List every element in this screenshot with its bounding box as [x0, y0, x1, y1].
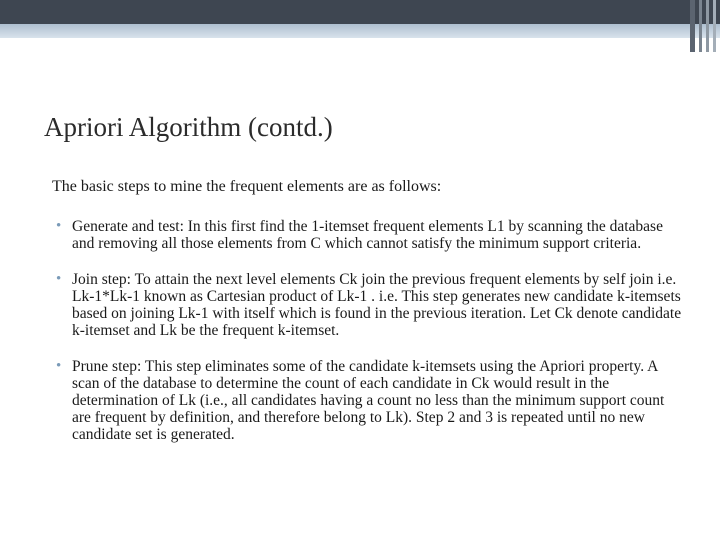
- list-item: [52, 358, 682, 443]
- bullet-icon: •: [56, 218, 62, 234]
- bullet-text: Generate and test: In this first find the 1-itemset frequent elements L1 by scanning the database and removing all those elements from C which cannot satisfy the minimum support criteria.: [72, 218, 663, 252]
- bullet-text: Prune step: This step eliminates some of the candidate k-itemsets using the Apriori property. A scan of the database to determine the count of each candidate in Ck would result in the determination of Lk (i.e., all candidates having a count no less than the minimum support count are frequent by definition, and therefore belong to Lk). Step 2 and 3 is repeated until no new candidate set is generated.: [72, 358, 665, 443]
- header-bar: [0, 0, 720, 24]
- list-item: [52, 271, 682, 339]
- bullet-icon: •: [56, 358, 62, 374]
- list-item: [52, 218, 682, 252]
- intro-text: The basic steps to mine the frequent elements are as follows:: [52, 178, 442, 195]
- bullet-list: [52, 218, 682, 462]
- decorative-stripes: [690, 0, 720, 52]
- bullet-text: Join step: To attain the next level elements Ck join the previous frequent elements by self join i.e. Lk-1*Lk-1 known as Cartesian product of Lk-1 . i.e. This step generates new candidate k-itemsets based on joining Lk-1 with itself which is found in the previous iteration. Let Ck denote candidate k-itemset and Lk be the frequent k-itemset.: [72, 271, 682, 339]
- slide-title: Apriori Algorithm (contd.): [44, 112, 333, 142]
- header-accent-bar: [0, 24, 720, 38]
- bullet-icon: •: [56, 271, 62, 287]
